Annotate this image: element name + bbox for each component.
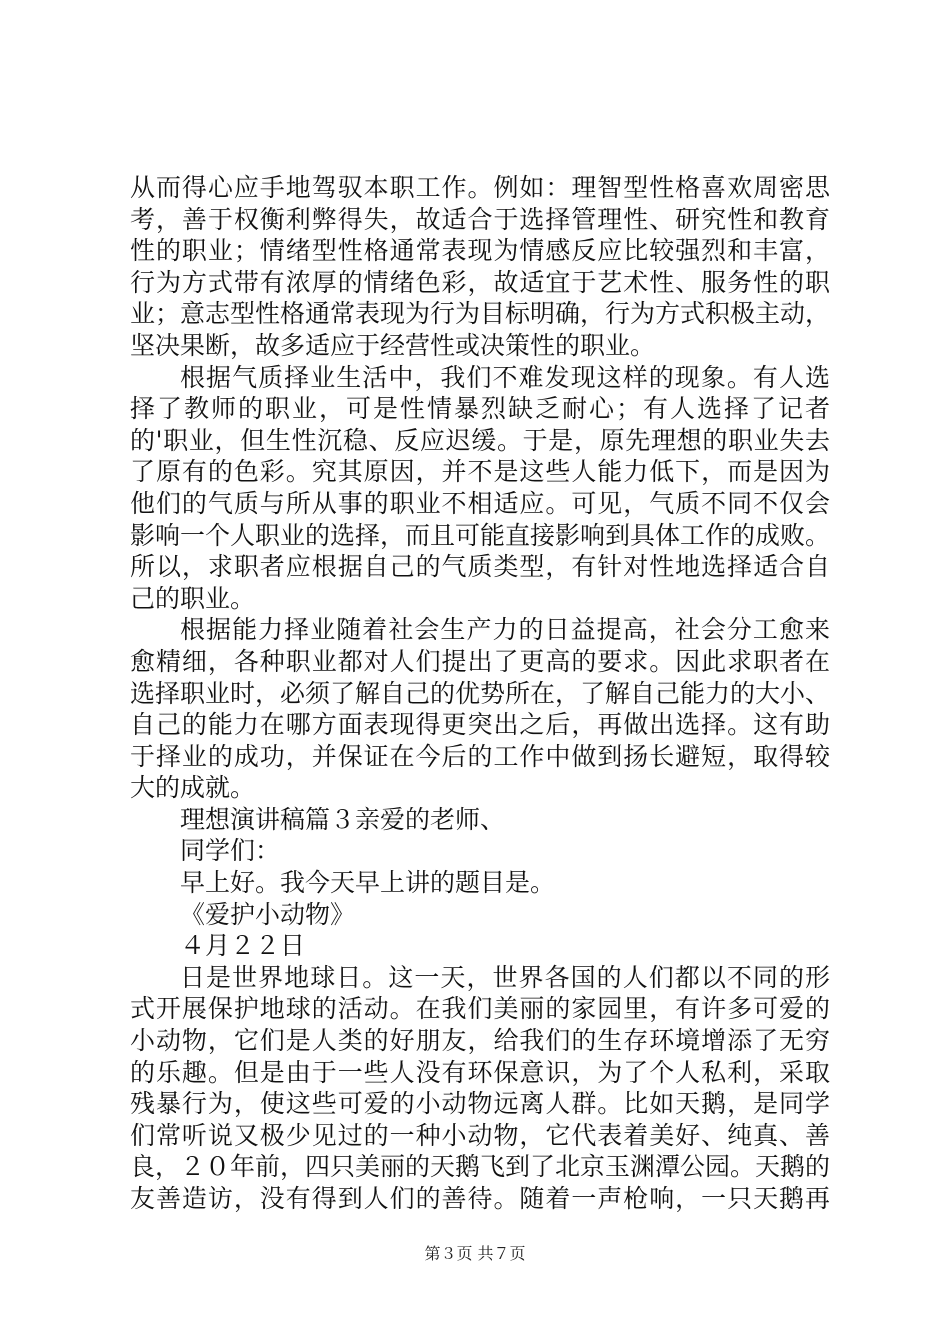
text-line: 选择职业时，必须了解自己的优势所在，了解自己能力的大小、 xyxy=(130,678,831,708)
date-line: ４月２２日 xyxy=(180,931,306,961)
document-body xyxy=(130,172,830,1215)
text-line: 影响一个人职业的选择，而且可能直接影响到具体工作的成败。 xyxy=(130,520,831,550)
text-line: 大的成就。 xyxy=(130,773,256,803)
text-line: 所以，求职者应根据自己的气质类型，有针对性地选择适合自 xyxy=(130,552,830,582)
speech-title-line: 《爱护小动物》 xyxy=(180,899,356,929)
text-line: 残暴行为，使这些可爱的小动物远离人群。比如天鹅，是同学 xyxy=(130,1089,830,1119)
text-line: 从而得心应手地驾驭本职工作。例如：理智型性格喜欢周密思 xyxy=(130,173,830,202)
text-line: 小动物，它们是人类的好朋友，给我们的生存环境增添了无穷 xyxy=(130,1026,830,1056)
text-line: 他们的气质与所从事的职业不相适应。可见，气质不同不仅会 xyxy=(130,488,830,518)
text-line: 行为方式带有浓厚的情绪色彩，故适宜于艺术性、服务性的职 xyxy=(130,267,830,297)
text-line: 的'职业，但生性沉稳、反应迟缓。于是，原先理想的职业失去 xyxy=(130,425,830,455)
text-line: 于择业的成功，并保证在今后的工作中做到扬长避短，取得较 xyxy=(130,741,830,771)
salutation-line: 同学们： xyxy=(180,836,281,866)
text-line: 性的职业；情绪型性格通常表现为情感反应比较强烈和丰富， xyxy=(130,236,830,266)
text-line: 愈精细，各种职业都对人们提出了更高的要求。因此求职者在 xyxy=(130,646,830,676)
text-line: 自己的能力在哪方面表现得更突出之后，再做出选择。这有助 xyxy=(130,710,830,740)
page-footer xyxy=(0,1244,950,1264)
text-line: 良，２０年前，四只美丽的天鹅飞到了北京玉渊潭公园。天鹅的 xyxy=(130,1152,831,1182)
text-line: 业；意志型性格通常表现为行为目标明确，行为方式积极主动， xyxy=(130,299,831,329)
greeting-line: 早上好。我今天早上讲的题目是。 xyxy=(180,868,556,898)
text-line: 的乐趣。但是由于一些人没有环保意识，为了个人私利，采取 xyxy=(130,1057,830,1087)
paragraph-start-line: 日是世界地球日。这一天，世界各国的人们都以不同的形 xyxy=(180,962,830,992)
text-line: 坚决果断，故多适应于经营性或决策性的职业。 xyxy=(130,330,656,360)
text-line: 友善造访，没有得到人们的善待。随着一声枪响，一只天鹅再 xyxy=(130,1184,830,1213)
text-line: 了原有的色彩。究其原因，并不是这些人能力低下，而是因为 xyxy=(130,457,830,487)
paragraph-start-line: 根据能力择业随着社会生产力的日益提高，社会分工愈来 xyxy=(180,615,830,645)
text-line: 们常听说又极少见过的一种小动物，它代表着美好、纯真、善 xyxy=(130,1120,830,1150)
text-line: 择了教师的职业，可是性情暴烈缺乏耐心；有人选择了记者 xyxy=(130,394,830,424)
page-number-label: 第３页 共７页 xyxy=(424,1244,526,1263)
section-heading-line: 理想演讲稿篇３亲爱的老师、 xyxy=(180,804,506,834)
paragraph-start-line: 根据气质择业生活中，我们不难发现这样的现象。有人选 xyxy=(180,362,830,392)
text-line: 考，善于权衡利弊得失，故适合于选择管理性、研究性和教育 xyxy=(130,204,830,234)
text-line: 己的职业。 xyxy=(130,583,256,613)
text-line: 式开展保护地球的活动。在我们美丽的家园里，有许多可爱的 xyxy=(130,994,830,1024)
